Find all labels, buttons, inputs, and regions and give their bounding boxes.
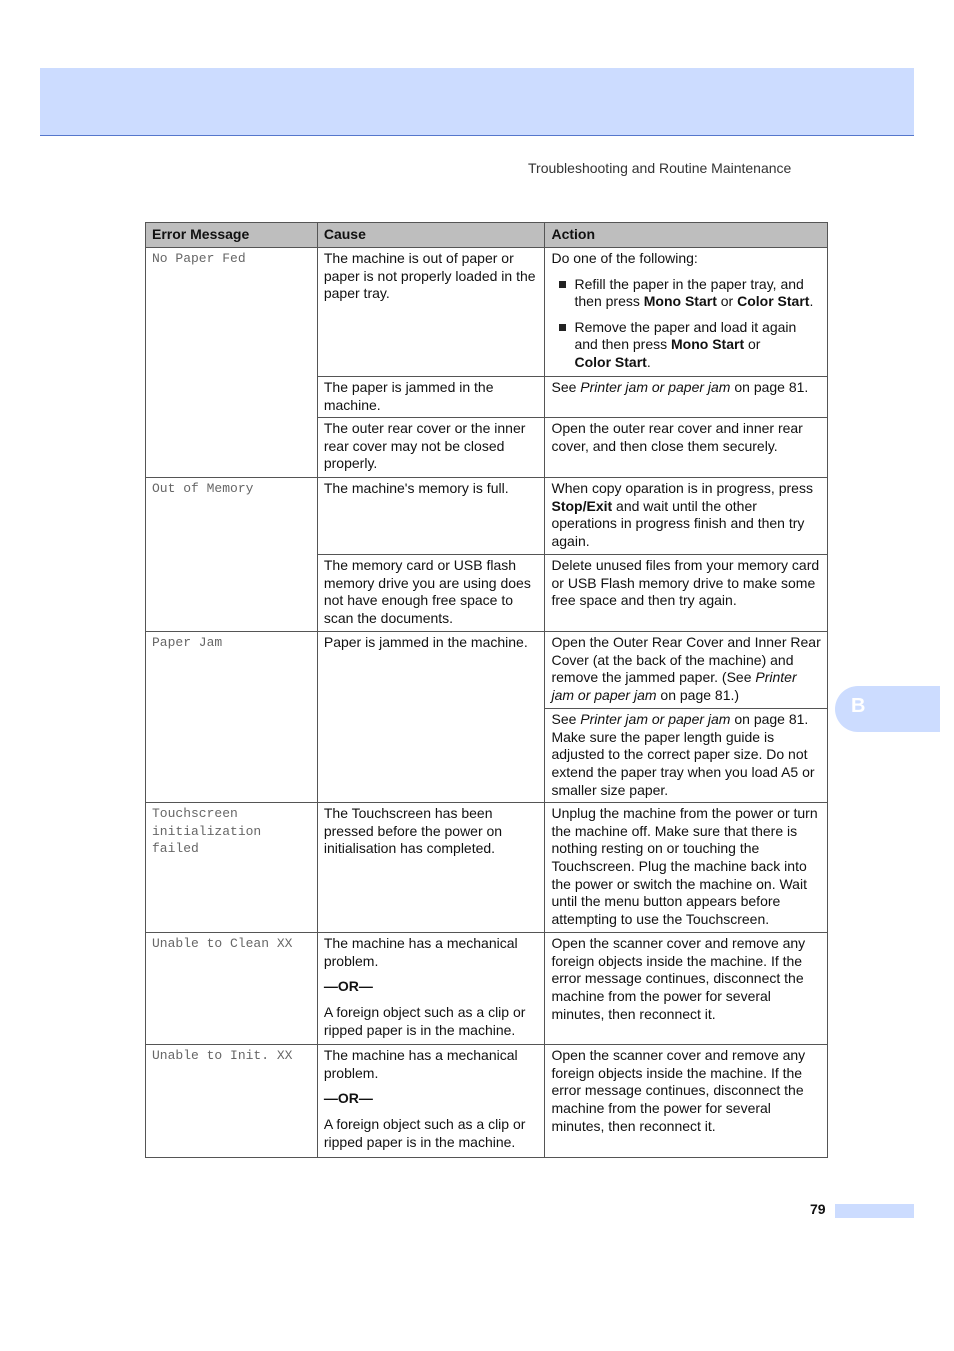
table-row [146,933,828,1045]
running-title: Troubleshooting and Routine Maintenance [528,160,792,176]
bullet-item [551,319,821,372]
cross-reference: Printer jam or paper jam [580,711,731,728]
square-bullet-icon [559,324,566,331]
error-table [145,222,828,1158]
action-text: and wait until the other operations in progress finish and then try again. [551,497,805,549]
or-separator: —OR— [323,978,373,995]
column-header-action: Action [545,223,828,248]
bullet-text: Remove the paper and load it again and then press [574,318,797,353]
action-text: on page 81.) [656,686,740,703]
key-label: Color Start [574,353,647,370]
cause-text: A foreign object such as a clip or ripped paper is in the machine. [323,1003,526,1038]
page-number-bar [835,1204,914,1218]
cause-cell: The memory card or USB flash memory drive you are using does not have enough free space to scan the documents. [317,555,545,632]
action-cell [545,709,828,803]
cause-cell: The Touchscreen has been pressed before the power on initialisation has completed. [317,803,545,933]
action-text: Open the Outer Rear Cover and Inner Rear Cover (at the back of the machine) and remove the jammed paper. (See [551,634,821,686]
action-cell [545,248,828,377]
error-message-cell: No Paper Fed [146,248,318,478]
column-header-cause: Cause [317,223,545,248]
appendix-tab [835,686,940,732]
action-text: on page 81. [730,379,809,395]
table-row [146,248,828,377]
action-cell: Delete unused files from your memory card or USB Flash memory drive to make some free space and then try again. [545,555,828,632]
bullet-text: or [744,336,761,353]
action-cell: Open the outer rear cover and inner rear cover, and then close them securely. [545,418,828,478]
or-separator: —OR— [323,1090,373,1107]
error-message-cell: Unable to Init. XX [146,1045,318,1158]
cause-text: A foreign object such as a clip or ripped paper is in the machine. [323,1115,526,1150]
cause-cell: The paper is jammed in the machine. [317,377,545,418]
key-label: Mono Start [643,293,717,310]
key-label: Mono Start [671,336,745,353]
error-message-cell: Unable to Clean XX [146,933,318,1045]
table-row [146,803,828,933]
action-cell [545,478,828,555]
appendix-tab-label: B [851,695,866,717]
action-cell: Unplug the machine from the power or turn the machine off. Make sure that there is nothing resting on or touching the Touchscreen. Plug the machine back into the power or switch the machine on. Wait until the menu button appears before attempting to use the Touchscreen. [545,803,828,933]
cause-cell: Paper is jammed in the machine. [317,632,545,803]
bullet-text: . [809,293,814,310]
cause-cell: The machine's memory is full. [317,478,545,555]
table-row [146,1045,828,1158]
action-cell: Open the scanner cover and remove any foreign objects inside the machine. If the error message continues, disconnect the machine from the power for several minutes, then reconnect it. [545,933,828,1045]
table-row [146,632,828,709]
action-text: See [551,711,581,728]
page-number: 79 [810,1201,826,1217]
action-intro: Do one of the following: [551,250,698,266]
cross-reference: Printer jam or paper jam [580,379,731,395]
action-cell [545,377,828,418]
cause-cell [317,1045,545,1158]
table-header-row [146,223,828,248]
key-label: Stop/Exit [551,497,613,514]
action-cell: Open the scanner cover and remove any foreign objects inside the machine. If the error message continues, disconnect the machine from the power for several minutes, then reconnect it. [545,1045,828,1158]
bullet-text: Refill the paper in the paper tray, and then press [574,275,804,310]
cause-text: The machine has a mechanical problem. [323,1047,518,1081]
cause-text: The machine has a mechanical problem. [323,935,518,969]
square-bullet-icon [559,281,566,288]
cause-cell [317,933,545,1045]
cross-reference: Printer jam or paper jam [551,669,797,703]
action-cell [545,632,828,709]
cause-cell: The machine is out of paper or paper is not properly loaded in the paper tray. [317,248,545,377]
header-band [40,68,914,136]
cause-cell: The outer rear cover or the inner rear cover may not be closed properly. [317,418,545,478]
action-text: See [551,379,581,395]
table-row [146,478,828,555]
error-message-cell: Touchscreen initialization failed [146,803,318,933]
bullet-text: . [646,353,651,370]
error-message-cell: Paper Jam [146,632,318,803]
bullet-item [551,276,821,311]
key-label: Color Start [737,293,810,310]
error-message-cell: Out of Memory [146,478,318,632]
action-text: on page 81. Make sure the paper length guide is adjusted to the correct paper size. Do not extend the paper tray when you load A5 or smaller size paper. [551,711,815,798]
column-header-error-message: Error Message [146,223,318,248]
bullet-text: or [716,293,738,310]
action-text: When copy oparation is in progress, press [551,480,813,497]
